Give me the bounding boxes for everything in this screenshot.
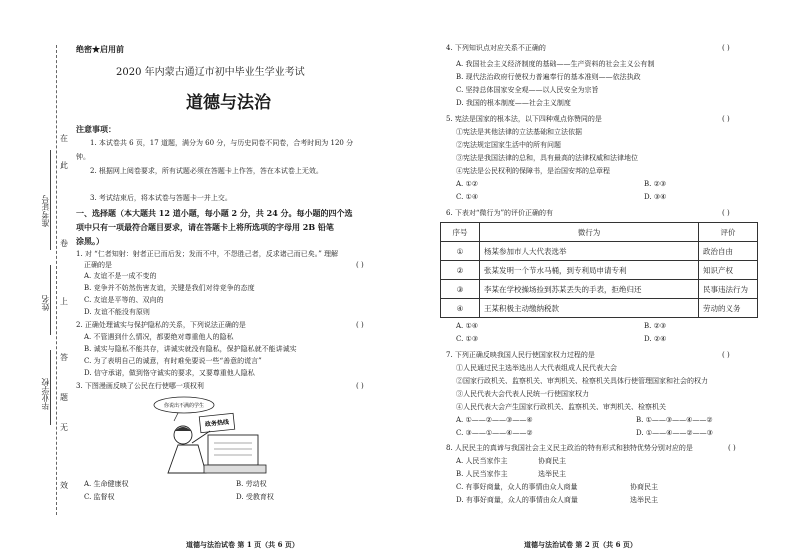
option: C. ①④ bbox=[456, 193, 479, 201]
answer-paren: ( ) bbox=[356, 261, 364, 269]
option: A. 我国社会主义经济制度的基础——生产资料的社会主义公有制 bbox=[456, 60, 655, 68]
name-label: 姓名 bbox=[41, 295, 50, 311]
margin-char: 在 bbox=[60, 134, 68, 143]
option: D. ③④ bbox=[644, 193, 667, 201]
option: C. ①③ bbox=[456, 335, 479, 343]
option: C. 坚持总体国家安全观——以人民安全为宗旨 bbox=[456, 86, 599, 94]
margin-char: 无 bbox=[60, 423, 68, 432]
option: D. 信守承诺，做到恪守诚实的要求，又要尊重他人隐私 bbox=[84, 369, 255, 377]
margin-char: 答 bbox=[60, 353, 68, 362]
option: A. ①——②——③——④ bbox=[456, 416, 533, 424]
option: A. ①② bbox=[456, 180, 479, 188]
answer-paren: ( ) bbox=[722, 209, 730, 217]
binding-dashed-line bbox=[56, 45, 57, 515]
school-label: 毕业学校 bbox=[41, 378, 50, 410]
question-stem: 6. 下表对“微行为”的评价正确的有 bbox=[446, 209, 554, 217]
answer-paren: ( ) bbox=[722, 351, 730, 359]
question-stem: 正确的是 bbox=[84, 261, 112, 269]
statement-item: ④宪法是公民权利的保障书，是治国安邦的总章程 bbox=[456, 167, 610, 175]
option: B. 现代法治政府行使权力普遍奉行的基本准则——依法执政 bbox=[456, 73, 641, 81]
question-stem: 8. 人民民主的真谛与我国社会主义民主政治的特有形式和独特优势分别对应的是 bbox=[446, 444, 693, 452]
section-title: 一、选择题（本大题共 12 道小题，每小题 2 分，共 24 分。每小题的四个选 bbox=[76, 208, 353, 218]
cartoon-illustration bbox=[148, 395, 278, 477]
table-cell: ③ bbox=[441, 280, 480, 299]
statement-item: ③宪法是我国法律的总和，具有最高的法律权威和法律地位 bbox=[456, 154, 638, 162]
question-stem: 7. 下列正确反映我国人民行使国家权力过程的是 bbox=[446, 351, 595, 359]
answer-paren: ( ) bbox=[722, 44, 730, 52]
option-pair: 协商民主 bbox=[630, 483, 658, 491]
option: A. 生命健康权 bbox=[84, 480, 129, 488]
table-header: 微行为 bbox=[480, 223, 699, 242]
option: D. 友谊不能没有原则 bbox=[84, 308, 150, 316]
option: A. 不管遇到什么情况，都要绝对尊重他人的隐私 bbox=[84, 333, 234, 341]
option-pair: 选举民主 bbox=[630, 496, 658, 504]
note-line: 钟。 bbox=[76, 153, 90, 161]
exam-number-label: 准考证号 bbox=[41, 195, 50, 227]
table-cell: 张某发明一个节水马桶，到专利局申请专利 bbox=[480, 261, 699, 280]
answer-paren: ( ) bbox=[728, 444, 736, 452]
page-footer: 道德与法治试卷 第 2 页（共 6 页） bbox=[524, 540, 637, 549]
section-title: 项中只有一项最符合题目要求，请在答题卡上将所选项的字母用 2B 铅笔 bbox=[76, 222, 334, 232]
table-cell: 政治自由 bbox=[699, 242, 758, 261]
micro-behavior-table bbox=[440, 222, 758, 318]
table-header-row bbox=[441, 223, 758, 242]
option: C. 为了表明自己的诚意，有时难免要说一些“善意的谎言” bbox=[84, 357, 262, 365]
cartoon-sign-text: 政务热线 bbox=[204, 418, 230, 429]
note-line: 1. 本试卷共 6 页，17 道题，满分为 60 分，与历史同卷不同卷，合考时间为 120 分 bbox=[90, 139, 354, 147]
option: B. 诚实与隐私不能共存，讲诚实就没有隐私，保护隐私就不能讲诚实 bbox=[84, 345, 297, 353]
table-row bbox=[441, 280, 758, 299]
option: C. ③——①——④——② bbox=[456, 429, 533, 437]
exam-title: 2020 年内蒙古通辽市初中毕业生学业考试 bbox=[116, 67, 305, 78]
option: B. 劳动权 bbox=[236, 480, 267, 488]
option: C. 有事好商量，众人的事情由众人商量 bbox=[456, 483, 578, 491]
margin-char: 卷 bbox=[60, 239, 68, 248]
statement-item: ①宪法是其他法律的立法基础和立法依据 bbox=[456, 128, 582, 136]
table-cell: 李某在学校操场捡到苏某丢失的手表，拒绝归还 bbox=[480, 280, 699, 299]
table-row bbox=[441, 242, 758, 261]
table-row bbox=[441, 261, 758, 280]
statement-item: ④人民代表大会产生国家行政机关、监察机关、审判机关、检察机关 bbox=[456, 403, 666, 411]
option: D. ②④ bbox=[644, 335, 667, 343]
note-line: 2. 根据网上阅卷要求，所有试题必须在答题卡上作答，答在本试卷上无效。 bbox=[90, 167, 323, 175]
table-header: 序号 bbox=[441, 223, 480, 242]
note-line: 3. 考试结束后，将本试卷与答题卡一并上交。 bbox=[90, 194, 232, 202]
option: D. ①——④——②——③ bbox=[636, 429, 713, 437]
school-line bbox=[50, 350, 51, 425]
margin-char: 效 bbox=[60, 481, 68, 490]
option: A. 友谊不是一成不变的 bbox=[84, 272, 157, 280]
table-cell: 杨某参加市人大代表选举 bbox=[480, 242, 699, 261]
option: D. 我国的根本制度——社会主义制度 bbox=[456, 99, 571, 107]
question-stem: 5. 宪法是国家的根本法，以下四种观点你赞同的是 bbox=[446, 115, 602, 123]
statement-item: ①人民通过民主选举选出人大代表组成人民代表大会 bbox=[456, 364, 617, 372]
table-cell: 知识产权 bbox=[699, 261, 758, 280]
table-cell: 劳动的义务 bbox=[699, 299, 758, 318]
table-cell: ② bbox=[441, 261, 480, 280]
cartoon-bubble-text: 你说出不满的学生 bbox=[163, 403, 205, 409]
option: B. ①——③——④——② bbox=[636, 416, 713, 424]
secret-label: 绝密★启用前 bbox=[76, 44, 124, 54]
option: A. 人民当家作主 bbox=[456, 457, 508, 465]
table-cell: 民事违法行为 bbox=[699, 280, 758, 299]
option: D. 受教育权 bbox=[236, 493, 274, 501]
option-pair: 选举民主 bbox=[538, 470, 566, 478]
option: B. ②③ bbox=[644, 180, 667, 188]
answer-paren: ( ) bbox=[722, 115, 730, 123]
question-stem: 3. 下图漫画反映了公民在行使哪一项权利 bbox=[76, 382, 204, 390]
table-header: 评价 bbox=[699, 223, 758, 242]
statement-item: ②国家行政机关、监察机关、审判机关、检察机关具体行使管理国家和社会的权力 bbox=[456, 377, 708, 385]
section-title: 涂黑。） bbox=[76, 236, 104, 246]
answer-paren: ( ) bbox=[356, 382, 364, 390]
question-stem: 4. 下列知识点对应关系不正确的 bbox=[446, 44, 546, 52]
margin-char: 此 bbox=[60, 161, 68, 170]
table-row bbox=[441, 299, 758, 318]
exam-number-line bbox=[50, 150, 51, 250]
option: B. 竞争并不妨然伤害友谊，关键是我们对待竞争的态度 bbox=[84, 284, 255, 292]
option: A. ①④ bbox=[456, 322, 479, 330]
statement-item: ③人民代表大会代表人民统一行使国家权力 bbox=[456, 390, 589, 398]
option: B. ②③ bbox=[644, 322, 667, 330]
notes-heading: 注意事项： bbox=[76, 124, 116, 134]
margin-char: 题 bbox=[60, 393, 68, 402]
answer-paren: ( ) bbox=[356, 321, 364, 329]
table-cell: ① bbox=[441, 242, 480, 261]
subject-title: 道德与法治 bbox=[186, 93, 271, 113]
option: C. 监督权 bbox=[84, 493, 115, 501]
question-stem: 2. 正确处理诚实与保护隐私的关系，下列说法正确的是 bbox=[76, 321, 246, 329]
table-cell: ④ bbox=[441, 299, 480, 318]
table-cell: 王某积极主动缴纳税款 bbox=[480, 299, 699, 318]
option: C. 友谊是平等的、双向的 bbox=[84, 296, 164, 304]
option-pair: 协商民主 bbox=[538, 457, 566, 465]
statement-item: ②宪法规定国家生活中的所有问题 bbox=[456, 141, 561, 149]
option: D. 有事好商量，众人的事情由众人商量 bbox=[456, 496, 578, 504]
question-stem: 1. 对 “仁者知射：射者正已而后发；发而不中，不怨胜己者，反求诸己而已矣。” 理解 bbox=[76, 250, 339, 258]
option: B. 人民当家作主 bbox=[456, 470, 508, 478]
margin-char: 上 bbox=[60, 297, 68, 306]
name-line bbox=[50, 265, 51, 335]
page-footer: 道德与法治试卷 第 1 页（共 6 页） bbox=[186, 540, 299, 549]
